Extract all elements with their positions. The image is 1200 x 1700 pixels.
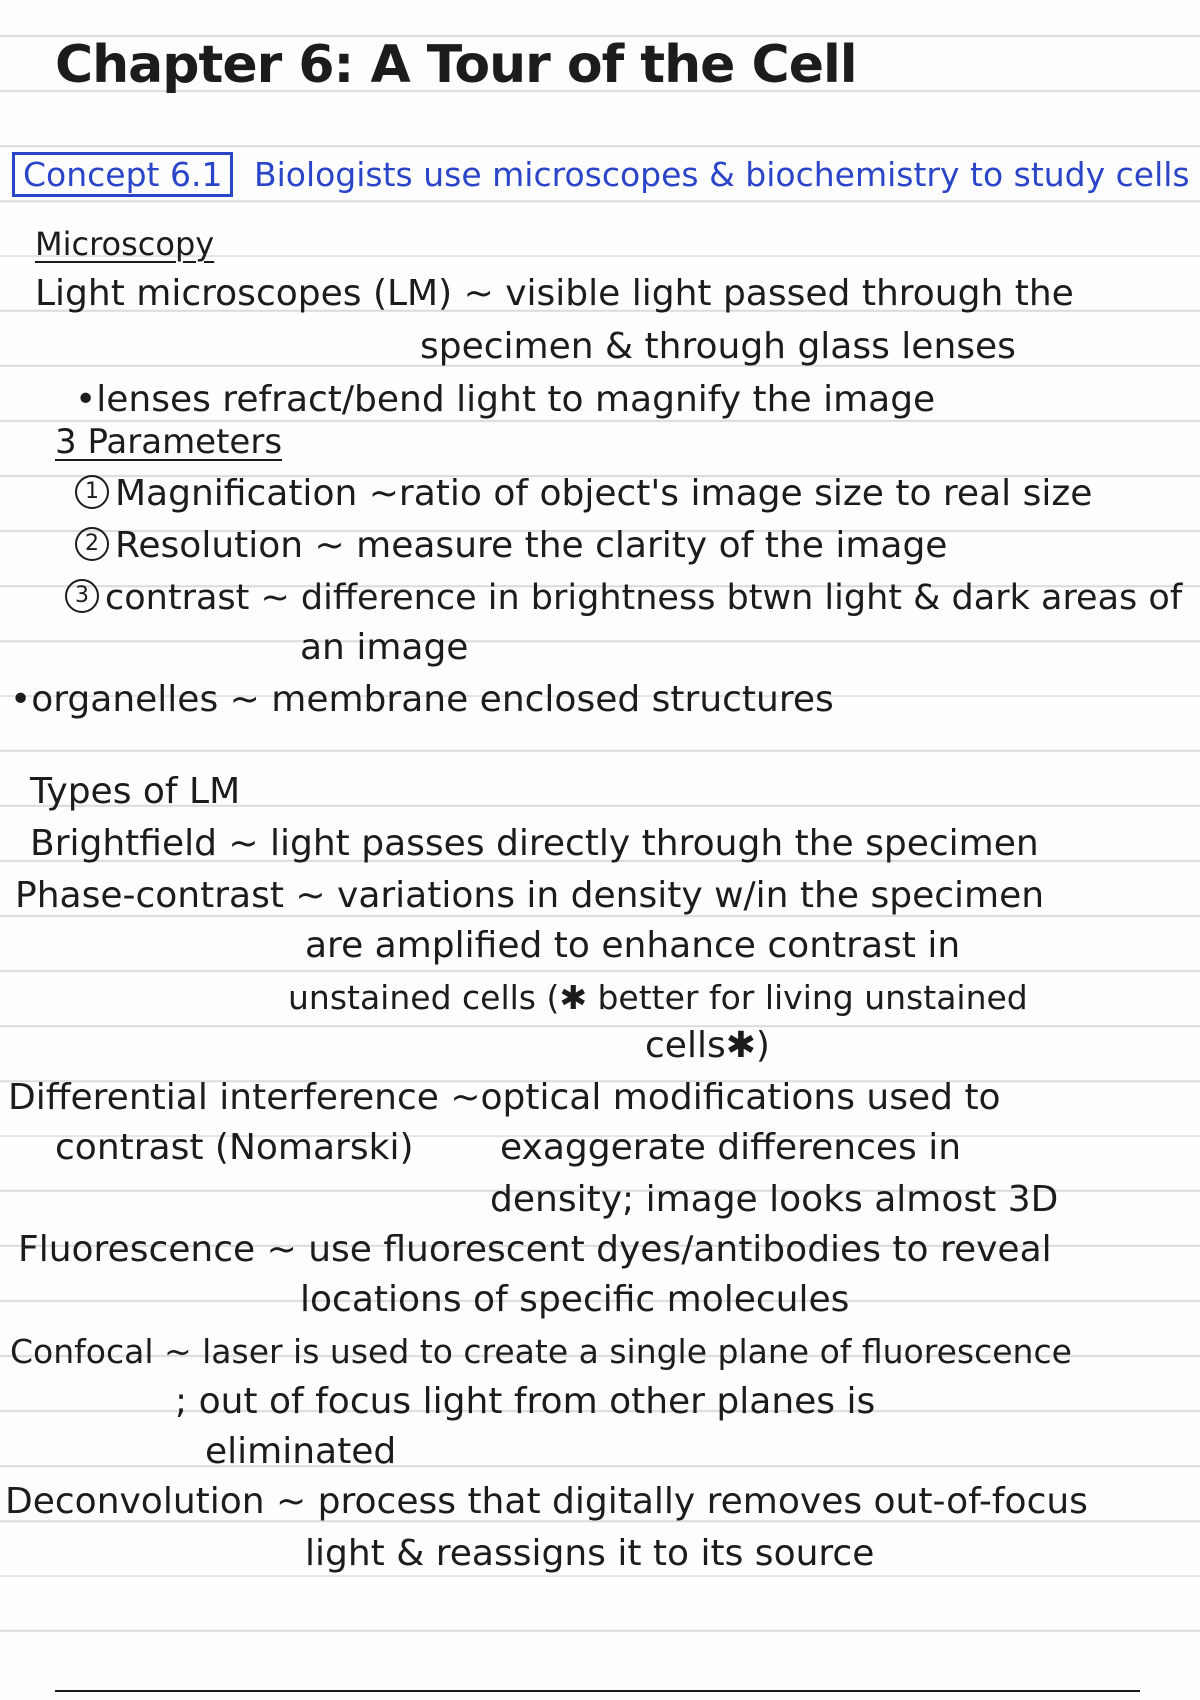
dic-line2-right: exaggerate differences in [500, 1127, 962, 1168]
phase-contrast-line1: Phase-contrast ~ variations in density w/in the specimen [15, 875, 1045, 916]
phase-contrast-line4: cells✱) [645, 1025, 770, 1066]
parameter-contrast [65, 576, 1182, 620]
phase-contrast-line3: unstained cells (✱ better for living unstained [288, 978, 1028, 1017]
parameter-magnification [75, 472, 1092, 516]
concept-row [12, 150, 1190, 200]
fluorescence-line1: Fluorescence ~ use fluorescent dyes/antibodies to reveal [18, 1229, 1052, 1270]
parameter-text: Resolution ~ measure the clarity of the image [115, 525, 948, 566]
microscopy-heading: Microscopy [35, 225, 215, 263]
fluorescence-line2: locations of specific molecules [300, 1279, 850, 1320]
deconvolution-line1: Deconvolution ~ process that digitally removes out-of-focus [5, 1481, 1088, 1522]
page-title: Chapter 6: A Tour of the Cell [55, 35, 857, 95]
number-circle-1: 1 [75, 475, 109, 509]
parameters-heading: 3 Parameters [55, 422, 283, 462]
dic-line2-left: contrast (Nomarski) [55, 1127, 414, 1168]
bottom-divider [55, 1690, 1140, 1692]
confocal-line2: ; out of focus light from other planes is [175, 1381, 876, 1422]
organelles-bullet: •organelles ~ membrane enclosed structures [10, 679, 834, 720]
types-heading: Types of LM [30, 771, 241, 812]
contrast-continuation: an image [300, 627, 469, 668]
confocal-line3: eliminated [205, 1431, 397, 1472]
number-circle-2: 2 [75, 527, 109, 561]
concept-label: Concept 6.1 [12, 152, 233, 197]
lm-definition-line1: Light microscopes (LM) ~ visible light passed through the [35, 273, 1074, 314]
concept-heading: Biologists use microscopes & biochemistry to study cells [253, 155, 1190, 194]
parameter-text: Magnification ~ratio of object's image size to real size [115, 473, 1093, 514]
lm-definition-line2: specimen & through glass lenses [420, 326, 1016, 367]
deconvolution-line2: light & reassigns it to its source [305, 1533, 875, 1574]
phase-contrast-line2: are amplified to enhance contrast in [305, 925, 961, 966]
brightfield-definition: Brightfield ~ light passes directly through the specimen [30, 823, 1039, 864]
dic-line3: density; image looks almost 3D [490, 1179, 1059, 1220]
lenses-bullet: •lenses refract/bend light to magnify the image [75, 379, 936, 420]
parameter-resolution [75, 524, 947, 568]
number-circle-3: 3 [65, 579, 99, 613]
parameter-text: contrast ~ difference in brightness btwn light & dark areas of [105, 578, 1183, 618]
dic-line1: Differential interference ~optical modifications used to [8, 1077, 1001, 1118]
confocal-line1: Confocal ~ laser is used to create a single plane of fluorescence [10, 1332, 1072, 1371]
